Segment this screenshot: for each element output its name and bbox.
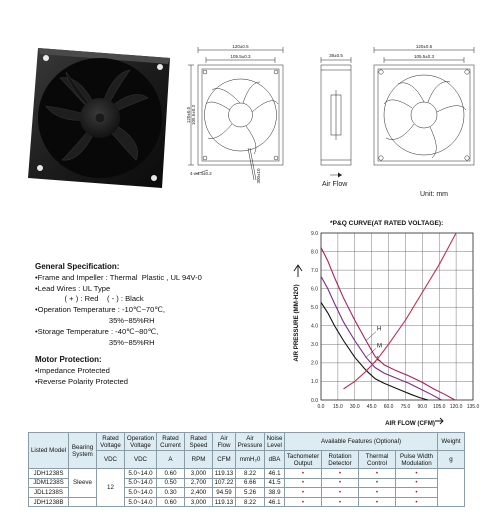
cell-cfm: 107.22 bbox=[213, 478, 236, 488]
cell-feature-dot: • bbox=[359, 488, 396, 498]
motor-line: •Reverse Polarity Protected bbox=[35, 376, 128, 386]
y-tick-label: 5.0 bbox=[311, 305, 318, 312]
cell-pressure: 8.22 bbox=[236, 469, 265, 479]
x-tick-label: 0.0 bbox=[317, 404, 325, 410]
cell-cfm: 119.13 bbox=[213, 497, 236, 507]
side-view-drawing bbox=[316, 40, 356, 180]
y-tick-label: 2.0 bbox=[311, 360, 318, 367]
cell-current: 0.60 bbox=[157, 469, 185, 479]
table-row bbox=[29, 497, 465, 507]
th-unit-vdc: VDC bbox=[125, 451, 157, 469]
motor-protection bbox=[35, 355, 285, 387]
spec-line: •Storage Temperature : -40℃~80℃, bbox=[35, 326, 159, 336]
cell-pressure: 6.66 bbox=[236, 478, 265, 488]
y-axis-arrow-icon bbox=[294, 265, 302, 277]
unit-label: Unit: mm bbox=[420, 191, 448, 198]
cell-noise: 46.1 bbox=[265, 497, 285, 507]
dim-width-top: 120±0.5 bbox=[232, 44, 249, 49]
x-tick-label: 135.0 bbox=[466, 404, 480, 410]
spec-title: General Specification: bbox=[35, 262, 120, 271]
cell-feature-dot: • bbox=[322, 497, 359, 507]
th-tachometer-output: Tachometer Output bbox=[285, 451, 322, 469]
dim-back-width: 120±0.5 bbox=[415, 44, 433, 49]
th-unit-rpm: RPM bbox=[185, 451, 213, 469]
th-pwm: Pulse Width Modulation bbox=[396, 451, 438, 469]
cell-feature-dot: • bbox=[285, 478, 322, 488]
x-axis-label: AIR FLOW (CFM) bbox=[385, 420, 435, 427]
y-tick-label: 4.0 bbox=[311, 323, 318, 330]
th-unit-vdc: VDC bbox=[97, 451, 125, 469]
x-tick-label: 45.0 bbox=[366, 404, 377, 410]
plot-frame bbox=[321, 233, 473, 400]
model-spec-table bbox=[28, 432, 465, 507]
cell-op-voltage: 5.0~14.0 bbox=[125, 497, 157, 507]
cell-feature-dot: • bbox=[285, 469, 322, 479]
y-tick-label: 6.0 bbox=[311, 286, 318, 293]
cell-noise: 46.1 bbox=[265, 469, 285, 479]
cell-feature-dot: • bbox=[322, 488, 359, 498]
th-rotation-detector: Rotation Detector bbox=[322, 451, 359, 469]
th-unit-g: g bbox=[438, 451, 465, 469]
th-air-pressure: Air Pressure bbox=[236, 433, 265, 451]
chart-title: *P&Q CURVE(AT RATED VOLTAGE): bbox=[330, 220, 444, 227]
dim-height: 120±0.5 bbox=[186, 106, 191, 124]
th-unit-cfm: CFM bbox=[213, 451, 236, 469]
general-specification bbox=[35, 262, 285, 348]
x-tick-label: 90.0 bbox=[417, 404, 428, 410]
curve-leader bbox=[366, 332, 376, 341]
cell-rpm: 3,000 bbox=[185, 497, 213, 507]
x-tick-label: 30.0 bbox=[349, 404, 360, 410]
cell-rpm: 2,700 bbox=[185, 478, 213, 488]
cell-feature-dot: • bbox=[359, 469, 396, 479]
cell-feature-dot: • bbox=[359, 478, 396, 488]
curve-H bbox=[321, 247, 455, 400]
th-unit-mmh2o: mmH₂0 bbox=[236, 451, 265, 469]
fan-photo bbox=[20, 40, 180, 195]
cell-current: 0.60 bbox=[157, 497, 185, 507]
spec-line: 35%~85%RH bbox=[35, 337, 155, 347]
th-unit-a: A bbox=[157, 451, 185, 469]
th-thermal-control: Thermal Control bbox=[359, 451, 396, 469]
th-air-flow: Air Flow bbox=[213, 433, 236, 451]
chart-ticks bbox=[311, 231, 479, 410]
cell-feature-dot: • bbox=[359, 497, 396, 507]
curve-label-M: M bbox=[377, 343, 383, 350]
cell-noise: 38.9 bbox=[265, 488, 285, 498]
cell-model: JDM1238S bbox=[29, 478, 69, 488]
motor-title: Motor Protection: bbox=[35, 355, 102, 364]
x-tick-label: 15.0 bbox=[333, 404, 343, 410]
dim-back-hole-spacing: 105.5±0.3 bbox=[414, 54, 434, 59]
cell-cfm: 119.13 bbox=[213, 469, 236, 479]
th-unit-dba: dBA bbox=[265, 451, 285, 469]
y-tick-label: 1.0 bbox=[311, 379, 318, 386]
cell-feature-dot: • bbox=[322, 478, 359, 488]
spec-line: •Operation Temperature : -10℃~70℃, bbox=[35, 305, 165, 315]
cell-op-voltage: 5.0~14.0 bbox=[125, 478, 157, 488]
cell-model: JDH1238S bbox=[29, 469, 69, 479]
cell-feature-dot: • bbox=[396, 497, 438, 507]
table-row bbox=[29, 469, 465, 479]
cell-pressure: 5.26 bbox=[236, 488, 265, 498]
chart-grid bbox=[321, 233, 473, 400]
cell-current: 0.30 bbox=[157, 488, 185, 498]
dim-hole-spacing-side: 105.5±0.3 bbox=[191, 105, 196, 125]
cell-cfm: 94.59 bbox=[213, 488, 236, 498]
cell-rated-voltage: 12 bbox=[97, 469, 125, 507]
curve-label-L: L bbox=[377, 356, 381, 363]
cell-feature-dot: • bbox=[396, 488, 438, 498]
cell-bearing bbox=[69, 497, 97, 507]
th-available-features: Available Features (Optional) bbox=[285, 433, 438, 451]
x-tick-label: 120.0 bbox=[449, 404, 463, 410]
y-tick-label: 7.0 bbox=[311, 267, 318, 274]
cell-rpm: 3,000 bbox=[185, 469, 213, 479]
cell-feature-dot: • bbox=[285, 497, 322, 507]
cell-feature-dot: • bbox=[396, 469, 438, 479]
spec-line: •Frame and Impeller : Thermal Plastic , UL 94V-0 bbox=[35, 272, 202, 282]
x-tick-label: 105.0 bbox=[432, 404, 446, 410]
airflow-label: Air Flow bbox=[322, 181, 348, 188]
dim-hole: 4-ø4.4±0.2 bbox=[190, 171, 212, 176]
dim-hole-spacing: 105.5±0.3 bbox=[230, 54, 251, 59]
th-noise-level: Noise Level bbox=[265, 433, 285, 451]
cell-pressure: 8.22 bbox=[236, 497, 265, 507]
pq-curve-chart bbox=[285, 225, 495, 435]
th-rated-speed: Rated Speed bbox=[185, 433, 213, 451]
cell-model: JDL1238S bbox=[29, 488, 69, 498]
cell-feature-dot: • bbox=[285, 488, 322, 498]
x-tick-label: 75.0 bbox=[400, 404, 411, 410]
th-rated-voltage: Rated Voltage bbox=[97, 433, 125, 451]
spec-line: 35%~85%RH bbox=[35, 315, 155, 325]
x-tick-label: 60.0 bbox=[383, 404, 394, 410]
th-rated-current: Rated Current bbox=[157, 433, 185, 451]
th-listed-model: Listed Model bbox=[29, 433, 69, 469]
y-tick-label: 3.0 bbox=[311, 342, 318, 349]
cell-feature-dot: • bbox=[396, 478, 438, 488]
th-weight: Weight bbox=[438, 433, 465, 451]
motor-line: •Impedance Protected bbox=[35, 365, 110, 375]
cell-bearing: Sleeve bbox=[69, 469, 97, 498]
cell-feature-dot: • bbox=[322, 469, 359, 479]
cell-current: 0.50 bbox=[157, 478, 185, 488]
y-tick-label: 9.0 bbox=[311, 230, 318, 237]
cell-rpm: 2,400 bbox=[185, 488, 213, 498]
y-axis-label: AIR PRESSURE (MM-H2O) bbox=[293, 284, 300, 362]
curve-label-H: H bbox=[377, 326, 382, 333]
th-operation-voltage: Operation Voltage bbox=[125, 433, 157, 451]
back-view-drawing bbox=[368, 40, 480, 180]
cell-op-voltage: 5.0~14.0 bbox=[125, 488, 157, 498]
cell-op-voltage: 5.0~14.0 bbox=[125, 469, 157, 479]
cell-model: JDH1238B bbox=[29, 497, 69, 507]
dim-wire-length: 300±10 bbox=[256, 168, 261, 184]
x-axis-arrow-icon bbox=[435, 418, 443, 424]
y-tick-label: 0.0 bbox=[311, 397, 318, 404]
cell-noise: 41.5 bbox=[265, 478, 285, 488]
cell-weight bbox=[438, 469, 465, 507]
dim-depth: 38±0.5 bbox=[329, 53, 343, 58]
front-view-drawing bbox=[186, 40, 293, 184]
airflow-arrow-icon bbox=[338, 173, 342, 178]
y-tick-label: 8.0 bbox=[311, 249, 318, 256]
spec-line: •Lead Wires : UL Type bbox=[35, 283, 111, 293]
spec-line: ( + ) : Red ( - ) : Black bbox=[35, 294, 144, 304]
th-bearing-system: Bearing System bbox=[69, 433, 97, 469]
